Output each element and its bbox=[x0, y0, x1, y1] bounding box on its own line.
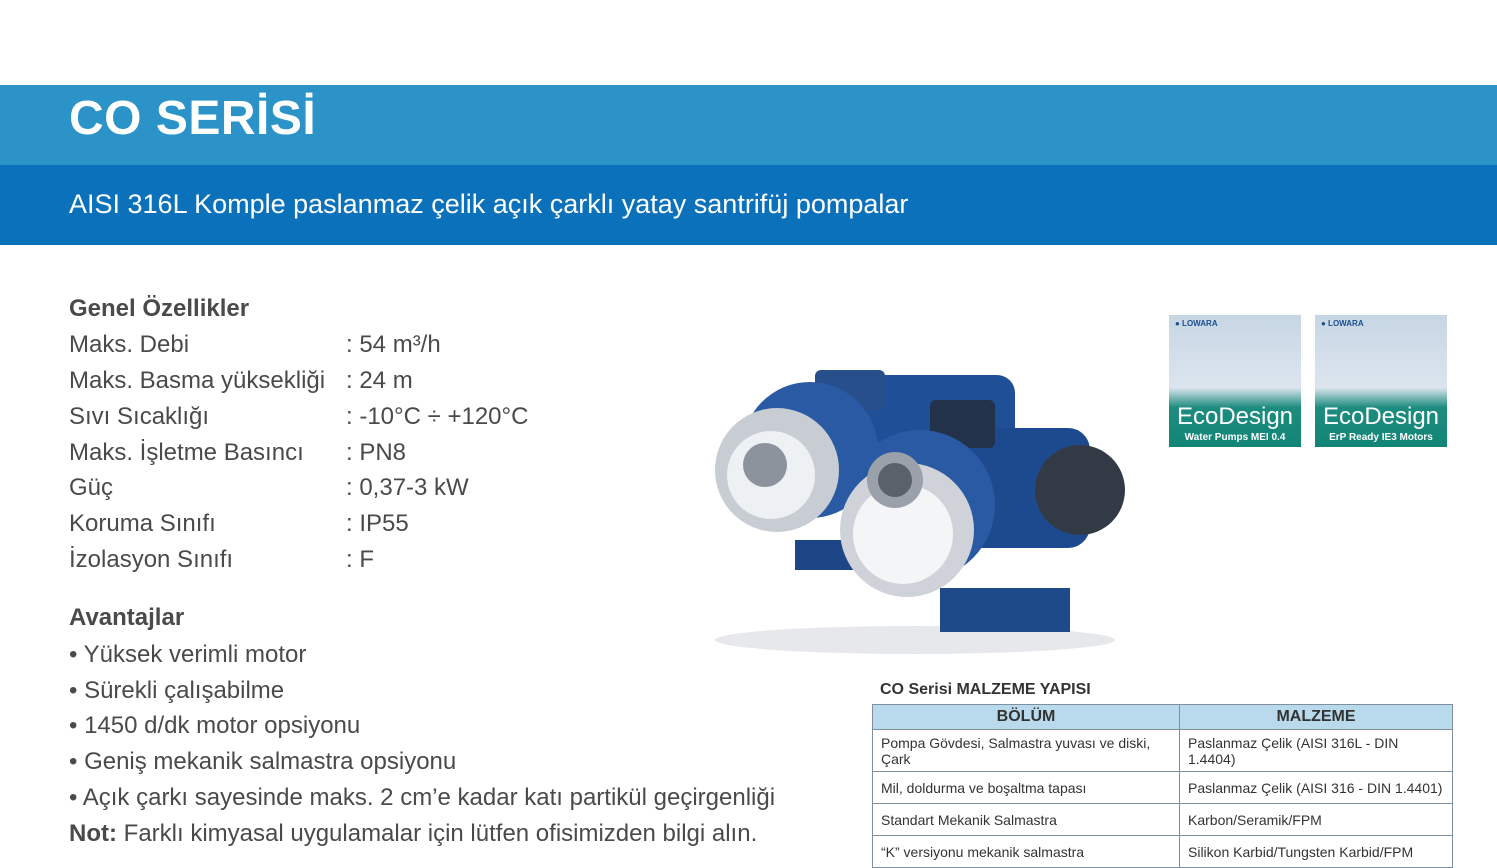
general-heading: Genel Özellikler bbox=[69, 295, 250, 322]
ecodesign-badge bbox=[1169, 315, 1301, 447]
page-subtitle: AISI 316L Komple paslanmaz çelik açık çarklı yatay santrifüj pompalar bbox=[69, 189, 909, 219]
spec-value: : 54 m³/h bbox=[346, 331, 441, 358]
advantages-heading: Avantajlar bbox=[69, 604, 185, 631]
materials-title: CO Serisi MALZEME YAPISI bbox=[880, 681, 1091, 698]
badge-subtitle: Water Pumps MEI 0.4 bbox=[1184, 432, 1286, 443]
spec-label: Güç bbox=[69, 474, 114, 501]
ecodesign-badge bbox=[1315, 315, 1447, 447]
table-row bbox=[873, 804, 1453, 836]
table-cell: Karbon/Seramik/FPM bbox=[1180, 804, 1453, 836]
spec-label: Koruma Sınıfı bbox=[69, 510, 216, 537]
badge-brand: ● LOWARA bbox=[1175, 319, 1218, 328]
spec-label: Maks. Debi bbox=[69, 331, 190, 358]
column-header: MALZEME bbox=[1180, 705, 1453, 730]
badge-brand: ● LOWARA bbox=[1321, 319, 1364, 328]
spec-value: : -10°C ÷ +120°C bbox=[346, 403, 529, 430]
spec-label: Maks. Basma yüksekliği bbox=[69, 367, 326, 394]
advantage-item: • Açık çarkı sayesinde maks. 2 cm’e kadar katı partikül geçirgenliği bbox=[69, 784, 776, 811]
note bbox=[69, 816, 757, 852]
spec-value: : PN8 bbox=[346, 439, 407, 466]
badge-title: EcoDesign bbox=[1322, 403, 1440, 430]
table-cell: Silikon Karbid/Tungsten Karbid/FPM bbox=[1180, 836, 1453, 868]
note-label: Not: bbox=[69, 820, 117, 847]
advantage-item: • Yüksek verimli motor bbox=[69, 641, 307, 668]
note-text: Farklı kimyasal uygulamalar için lütfen ofisimizden bilgi alın. bbox=[116, 820, 758, 847]
advantage-item: • Sürekli çalışabilme bbox=[69, 677, 285, 704]
spec-value: : F bbox=[346, 546, 374, 573]
pump-image bbox=[695, 340, 1155, 660]
table-row bbox=[873, 730, 1453, 772]
spec-label: Maks. İşletme Basıncı bbox=[69, 439, 304, 466]
spec-label: Sıvı Sıcaklığı bbox=[69, 403, 210, 430]
table-row bbox=[873, 836, 1453, 868]
table-cell: Standart Mekanik Salmastra bbox=[873, 804, 1180, 836]
table-row bbox=[873, 772, 1453, 804]
spec-value: : 24 m bbox=[346, 367, 413, 394]
badge-subtitle: ErP Ready IE3 Motors bbox=[1329, 432, 1433, 443]
materials-table bbox=[872, 704, 1453, 868]
table-cell: Pompa Gövdesi, Salmastra yuvası ve diski, Çark bbox=[873, 730, 1180, 772]
advantage-item: • 1450 d/dk motor opsiyonu bbox=[69, 712, 361, 739]
spec-value: : 0,37-3 kW bbox=[346, 474, 469, 501]
table-cell: “K” versiyonu mekanik salmastra bbox=[873, 836, 1180, 868]
badge-title: EcoDesign bbox=[1176, 403, 1294, 430]
spec-value: : IP55 bbox=[346, 510, 409, 537]
page-title: CO SERİSİ bbox=[69, 92, 317, 145]
advantage-item: • Geniş mekanik salmastra opsiyonu bbox=[69, 748, 457, 775]
table-header-row bbox=[873, 705, 1453, 730]
column-header: BÖLÜM bbox=[873, 705, 1180, 730]
table-cell: Mil, doldurma ve boşaltma tapası bbox=[873, 772, 1180, 804]
spec-label: İzolasyon Sınıfı bbox=[69, 546, 234, 573]
table-cell: Paslanmaz Çelik (AISI 316L - DIN 1.4404) bbox=[1180, 730, 1453, 772]
table-cell: Paslanmaz Çelik (AISI 316 - DIN 1.4401) bbox=[1180, 772, 1453, 804]
